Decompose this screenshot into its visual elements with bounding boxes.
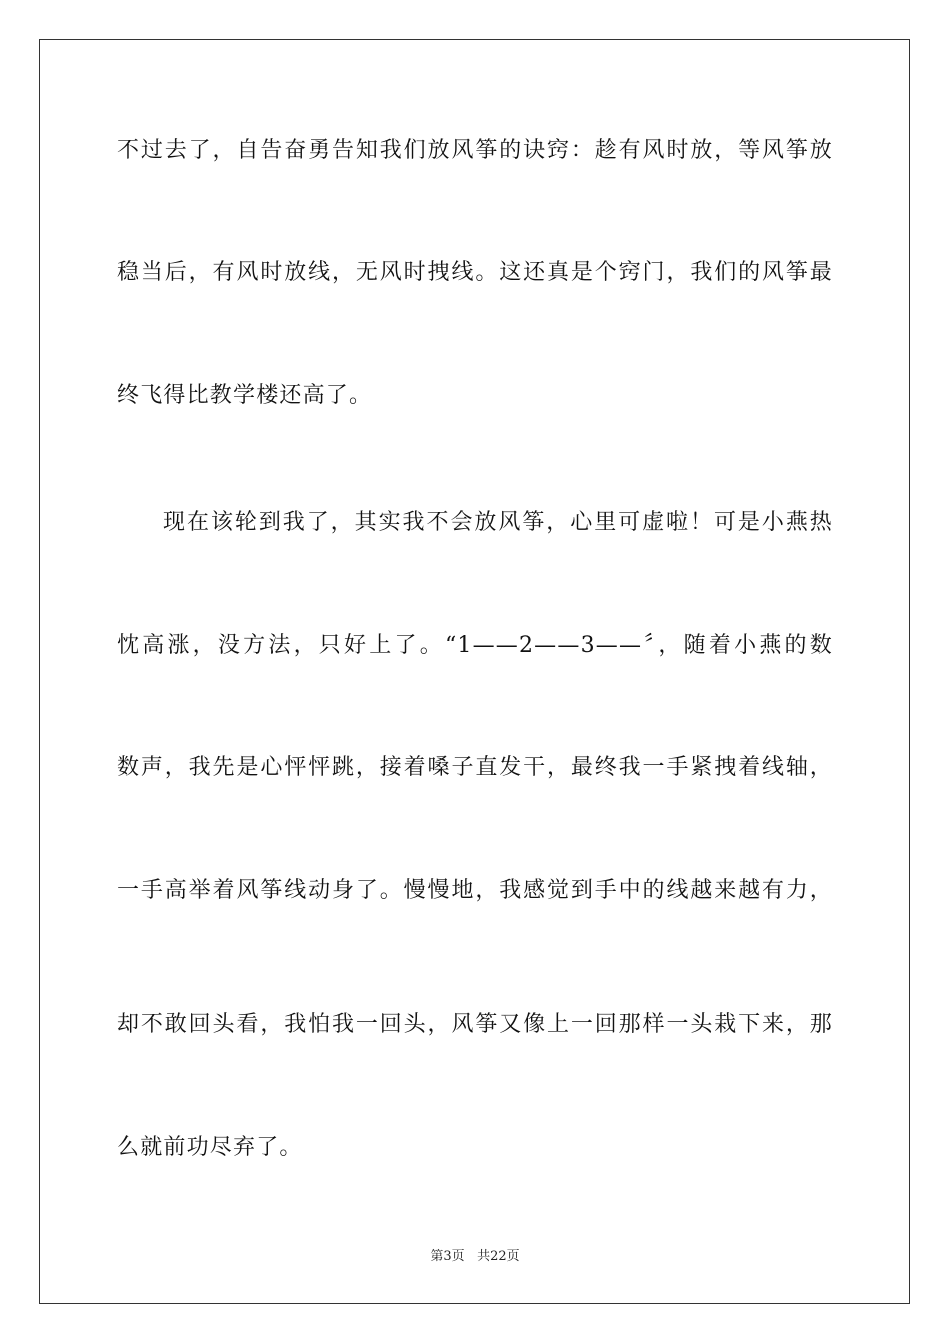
paragraph-line: 现在该轮到我了，其实我不会放风筝，心里可虚啦！可是小燕热 (163, 510, 833, 535)
paragraph-line: 数声，我先是心怦怦跳，接着嗓子直发干，最终我一手紧拽着线轴， (117, 755, 833, 780)
page-footer (0, 1248, 950, 1266)
paragraph-line: 终飞得比教学楼还高了。 (117, 383, 373, 408)
page-number: 第3页 (430, 1249, 465, 1264)
paragraph-line: 稳当后，有风时放线，无风时拽线。这还真是个窍门，我们的风筝最 (117, 260, 833, 285)
paragraph-line: 却不敢回头看，我怕我一回头，风筝又像上一回那样一头栽下来，那 (117, 1012, 833, 1037)
paragraph-line: 一手高举着风筝线动身了。慢慢地，我感觉到手中的线越来越有力， (117, 878, 833, 903)
page-total: 共22页 (477, 1249, 520, 1264)
page-border (39, 39, 910, 1304)
paragraph-line: 忱高涨，没方法，只好上了。“1——2——3——〞，随着小燕的数 (117, 633, 833, 658)
paragraph-line: 么就前功尽弃了。 (117, 1135, 303, 1160)
paragraph-line: 不过去了，自告奋勇告知我们放风筝的诀窍：趁有风时放，等风筝放 (117, 138, 833, 163)
